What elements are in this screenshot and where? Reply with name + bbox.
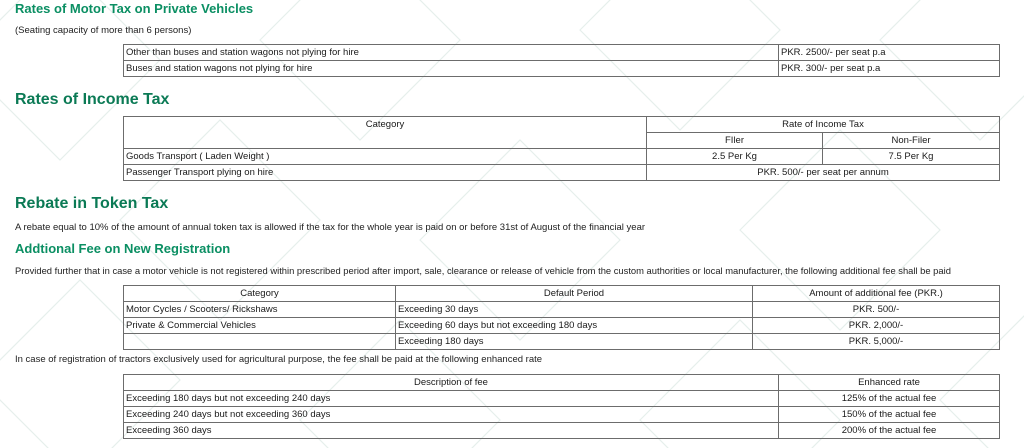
table-row xyxy=(124,391,1000,407)
col-category: Category xyxy=(124,286,396,302)
fee-amount: PKR. 5,000/- xyxy=(753,334,1000,350)
table-row xyxy=(124,61,1000,77)
motor-tax-value: PKR. 2500/- per seat p.a xyxy=(779,45,1000,61)
additional-fee-table xyxy=(123,285,1000,350)
table-row xyxy=(124,334,1000,350)
additional-fee-text: Provided further that in case a motor vehicle is not registered within prescribed period after import, sale, clearance or release of vehicle from the custom authorities or local manufacturer, the following additional fee shall be paid xyxy=(15,265,951,276)
tractor-rate: 150% of the actual fee xyxy=(779,407,1000,423)
rebate-text: A rebate equal to 10% of the amount of annual token tax is allowed if the tax for the whole year is paid on or before 31st of August of the financial year xyxy=(15,222,646,233)
col-rate: Rate of Income Tax xyxy=(647,117,1000,133)
fee-period: Exceeding 180 days xyxy=(396,334,753,350)
table-header-row xyxy=(124,117,1000,133)
col-nonfiler: Non-Filer xyxy=(823,133,1000,149)
table-row xyxy=(124,423,1000,439)
motor-tax-heading: Rates of Motor Tax on Private Vehicles xyxy=(15,1,254,16)
table-header-row xyxy=(124,286,1000,302)
col-period: Default Period xyxy=(396,286,753,302)
motor-tax-label: Buses and station wagons not plying for hire xyxy=(124,61,779,77)
fee-period: Exceeding 30 days xyxy=(396,302,753,318)
table-row xyxy=(124,318,1000,334)
table-row xyxy=(124,149,1000,165)
tractor-fee-table xyxy=(123,374,1000,439)
table-header-row xyxy=(124,375,1000,391)
tractor-text: In case of registration of tractors exclusively used for agricultural purpose, the fee shall be paid at the following enhanced rate xyxy=(15,354,543,365)
table-row xyxy=(124,407,1000,423)
table-row xyxy=(124,45,1000,61)
fee-amount: PKR. 500/- xyxy=(753,302,1000,318)
fee-category: Motor Cycles / Scooters/ Rickshaws xyxy=(124,302,396,318)
tractor-description: Exceeding 360 days xyxy=(124,423,779,439)
table-row xyxy=(124,165,1000,181)
motor-tax-subtext: (Seating capacity of more than 6 persons) xyxy=(15,25,192,36)
tractor-description: Exceeding 180 days but not exceeding 240 days xyxy=(124,391,779,407)
col-amount: Amount of additional fee (PKR.) xyxy=(753,286,1000,302)
income-tax-table xyxy=(123,116,1000,181)
income-tax-filer: 2.5 Per Kg xyxy=(647,149,823,165)
motor-tax-value: PKR. 300/- per seat p.a xyxy=(779,61,1000,77)
motor-tax-table xyxy=(123,44,1000,77)
income-tax-label: Passenger Transport plying on hire xyxy=(124,165,647,181)
fee-category xyxy=(124,334,396,350)
col-filer: FIler xyxy=(647,133,823,149)
col-description: Description of fee xyxy=(124,375,779,391)
col-enhanced-rate: Enhanced rate xyxy=(779,375,1000,391)
fee-category: Private & Commercial Vehicles xyxy=(124,318,396,334)
income-tax-label: Goods Transport ( Laden Weight ) xyxy=(124,149,647,165)
income-tax-nonfiler: 7.5 Per Kg xyxy=(823,149,1000,165)
col-category: Category xyxy=(124,117,647,149)
fee-amount: PKR. 2,000/- xyxy=(753,318,1000,334)
income-tax-merged: PKR. 500/- per seat per annum xyxy=(647,165,1000,181)
motor-tax-label: Other than buses and station wagons not plying for hire xyxy=(124,45,779,61)
tractor-description: Exceeding 240 days but not exceeding 360 days xyxy=(124,407,779,423)
fee-period: Exceeding 60 days but not exceeding 180 days xyxy=(396,318,753,334)
rebate-heading: Rebate in Token Tax xyxy=(15,195,169,212)
income-tax-heading: Rates of Income Tax xyxy=(15,91,170,108)
table-row xyxy=(124,302,1000,318)
additional-fee-heading: Addtional Fee on New Registration xyxy=(15,241,231,256)
tractor-rate: 200% of the actual fee xyxy=(779,423,1000,439)
tractor-rate: 125% of the actual fee xyxy=(779,391,1000,407)
